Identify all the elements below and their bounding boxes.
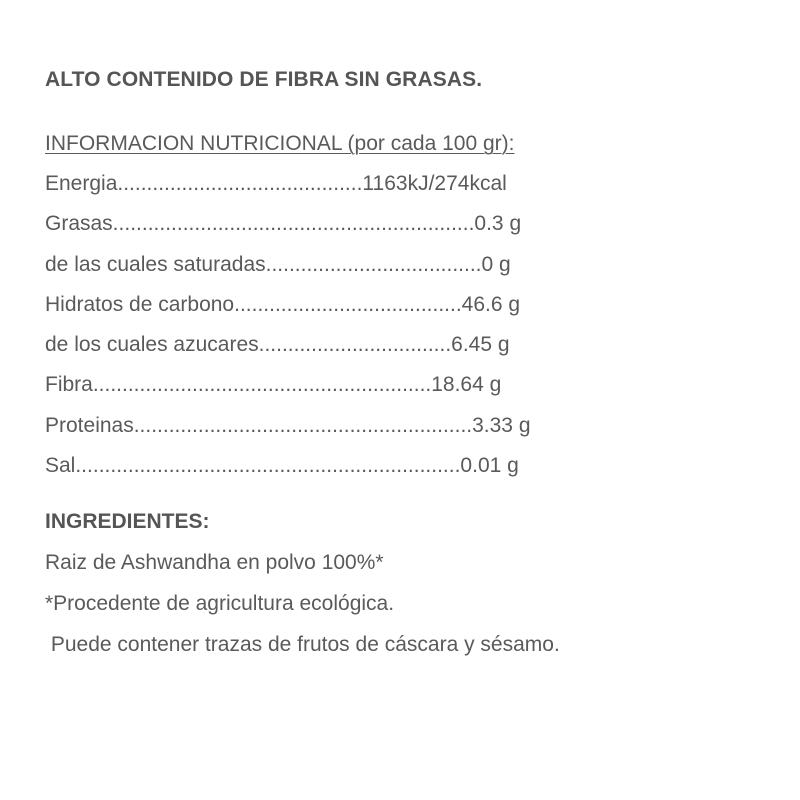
ingredients-heading: INGREDIENTES: <box>45 510 210 534</box>
nutrition-row-fibra: Fibra..........................................................18.64 g <box>45 373 502 397</box>
nutrition-row-grasas: Grasas..............................................................0.3 g <box>45 212 522 236</box>
nutrition-list <box>45 164 765 486</box>
ingredients-content: Raiz de Ashwandha en polvo 100%* <box>45 551 384 575</box>
nutrition-row-saturadas: de las cuales saturadas.....................................0 g <box>45 252 511 276</box>
nutrition-row-azucares: de los cuales azucares.................................6.45 g <box>45 333 510 357</box>
headline: ALTO CONTENIDO DE FIBRA SIN GRASAS. <box>45 68 483 91</box>
nutrition-row-hidratos: Hidratos de carbono.......................................46.6 g <box>45 292 521 316</box>
product-info <box>45 60 765 665</box>
allergen-note: Puede contener trazas de frutos de cáscara y sésamo. <box>45 633 560 657</box>
nutrition-row-proteinas: Proteinas..........................................................3.33 g <box>45 413 531 437</box>
nutrition-row-sal: Sal..................................................................0.01 g <box>45 454 519 478</box>
nutrition-heading: INFORMACION NUTRICIONAL (por cada 100 gr): <box>45 132 515 155</box>
organic-note: *Procedente de agricultura ecológica. <box>45 592 395 616</box>
nutrition-row-energia: Energia..........................................1163kJ/274kcal <box>45 172 507 195</box>
